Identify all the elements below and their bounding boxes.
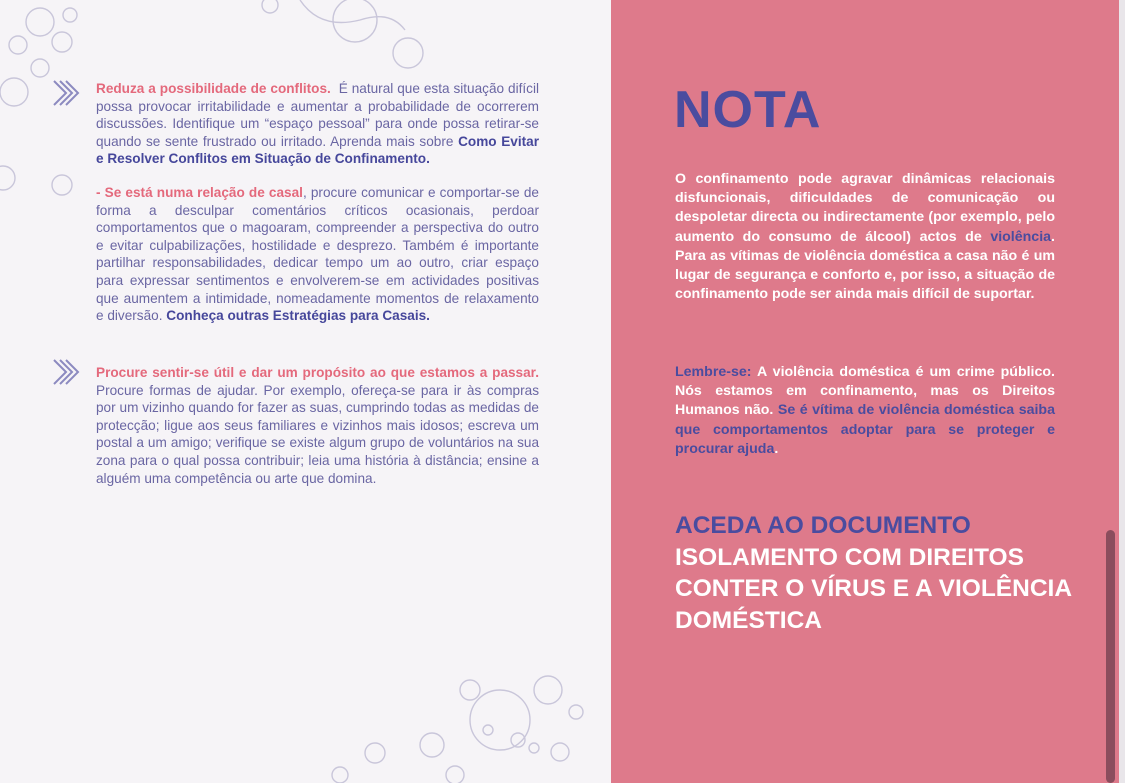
chevron-right-icon bbox=[51, 78, 83, 108]
note-paragraph-2 bbox=[675, 363, 1055, 459]
document-lead: ACEDA AO DOCUMENTO bbox=[675, 512, 971, 539]
note-text: O confinamento pode agravar dinâmicas relacionais disfuncionais, dificuldades de comunicação ou despoletar directa ou indirectamente (por exemplo, pelo aumento do consumo de álcool) actos de bbox=[675, 171, 1055, 245]
note-text-after: . Para as vítimas de violência doméstica a casa não é um lugar de segurança e conforto e, por isso, a situação de confinamento pode ser ainda mais difícil de suportar. bbox=[675, 228, 1055, 303]
paragraph-lead: Procure sentir-se útil e dar um propósito ao que estamos a passar. bbox=[96, 365, 539, 380]
help-link[interactable]: Se é vítima de violência doméstica saiba que comportamentos adoptar para se proteger e procurar ajuda bbox=[675, 402, 1055, 457]
note-paragraph-1 bbox=[675, 170, 1055, 304]
note-text: A violência doméstica é um crime público. Nós estamos em confinamento, mas os Direitos Humanos não. bbox=[675, 364, 1055, 419]
paragraph-lead: - Se está numa relação de casal bbox=[96, 185, 303, 200]
page-edge bbox=[1119, 0, 1125, 783]
paragraph-body: , procure comunicar e comportar-se de forma a desculpar comentários críticos ocasionais, perdoar comportamentos que o magoaram, compreender a perspectiva do outro e evitar culpabilizações, hostilidade e desprezo. Também é importante partilhar responsabilidades, dedicar tempo um ao outro, criar espaço para expressar sentimentos e envolverem-se em actividades positivas que aumentem a intimidade, nomeadamente momentos de relaxamento e diversão. bbox=[96, 185, 539, 324]
note-text-after: . bbox=[774, 440, 779, 457]
violence-link[interactable]: violência bbox=[990, 228, 1052, 245]
paragraph-couples bbox=[96, 184, 539, 325]
paragraph-conflicts bbox=[96, 80, 539, 168]
document-title[interactable]: ISOLAMENTO COM DIREITOS CONTER O VÍRUS E A VIOLÊNCIA DOMÉSTICA bbox=[675, 543, 1072, 634]
remember-label: Lembre-se: bbox=[675, 364, 752, 380]
paragraph-body: Procure formas de ajudar. Por exemplo, ofereça-se para ir às compras por um vizinho quando for fazer as suas, cumprindo todas as medidas de protecção; ligue aos seus familiares e vizinhos mais idosos; escreva um postal a um amigo; verifique se existe algum grupo de voluntários na sua zona para o qual possa contribuir; leia uma história à distância; ensine a alguém uma competência ou arte que domina. bbox=[96, 382, 539, 486]
paragraph-useful bbox=[96, 364, 539, 487]
chevron-right-icon bbox=[51, 357, 83, 387]
vertical-scrollbar[interactable] bbox=[1106, 530, 1115, 783]
note-title: NOTA bbox=[674, 81, 822, 139]
document-link-block[interactable] bbox=[675, 510, 1095, 636]
paragraph-body: É natural que esta situação difícil possa provocar irritabilidade e aumentar a probabilidade de ocorrerem discussões. Identifique um “espaço pessoal” para onde possa retirar-se quando se sente frustrado ou irritado. Aprenda mais sobre bbox=[96, 81, 540, 149]
conflicts-link[interactable]: Como Evitar e Resolver Conflitos em Situação de Confinamento. bbox=[96, 133, 539, 167]
couples-strategies-link[interactable]: Conheça outras Estratégias para Casais. bbox=[166, 308, 430, 324]
paragraph-lead: Reduza a possibilidade de conflitos. bbox=[96, 81, 331, 96]
